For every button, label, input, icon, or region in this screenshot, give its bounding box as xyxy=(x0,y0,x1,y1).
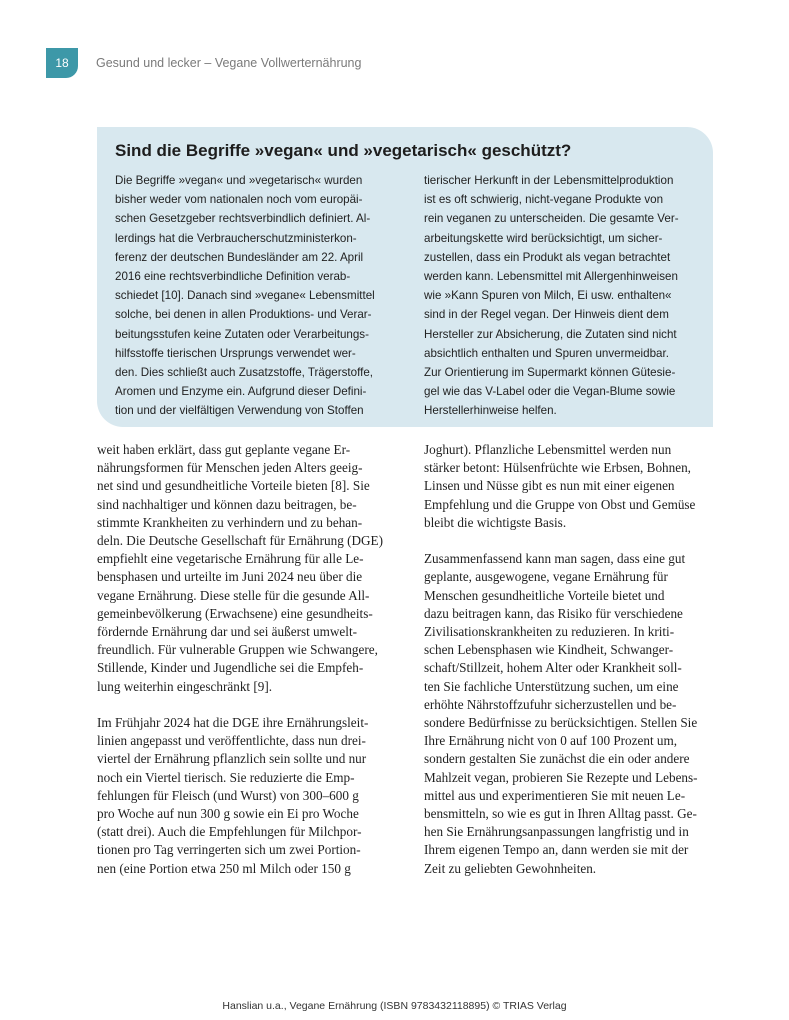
text-line: tionen pro Tag verringerten sich um zwei Portion- xyxy=(97,842,361,858)
paragraph xyxy=(424,441,716,532)
text-line: gemeinbevölkerung (Erwachsene) eine gesundheits- xyxy=(97,605,373,621)
text-line: tion und der vielfältigen Verwendung von Stoffen xyxy=(115,404,364,418)
info-box xyxy=(97,127,713,427)
text-line: Aromen und Enzyme ein. Aufgrund dieser Defini- xyxy=(115,385,367,399)
paragraph xyxy=(97,441,389,696)
body-column-right xyxy=(424,441,716,878)
text-line: hilfsstoffe tierischen Ursprungs verwendet wer- xyxy=(115,346,356,360)
text-line: solche, bei denen in allen Produktions- und Verar- xyxy=(115,308,372,322)
text-line: nen (eine Portion etwa 250 ml Milch oder 150 g xyxy=(97,860,351,876)
text-line: weit haben erklärt, dass gut geplante vegane Er- xyxy=(97,442,351,457)
text-line: dazu beitragen kann, das Risiko für verschiedene xyxy=(424,605,683,621)
text-line: deln. Die Deutsche Gesellschaft für Ernährung (DGE) xyxy=(97,533,383,549)
text-line: stärker betont: Hülsenfrüchte wie Erbsen, Bohnen, xyxy=(424,460,691,476)
text-line: Stillende, Kinder und Jugendliche sei die Empfeh- xyxy=(97,660,364,676)
text-line: sondere Bedürfnisse zu berücksichtigen. Stellen Sie xyxy=(424,715,698,731)
text-line: (statt drei). Auch die Empfehlungen für Milchpor- xyxy=(97,824,362,840)
text-line: Ihre Ernährung nicht von 0 auf 100 Prozent um, xyxy=(424,733,678,749)
text-line: viertel der Ernährung pflanzlich sein sollte und nur xyxy=(97,751,367,767)
text-line: Joghurt). Pflanzliche Lebensmittel werden nun xyxy=(424,442,672,457)
text-line: Zeit zu geliebten Gewohnheiten. xyxy=(424,860,597,876)
text-line: mittel aus und experimentieren Sie mit neuen Le- xyxy=(424,787,686,803)
text-line: Zur Orientierung im Supermarkt können Gütesie- xyxy=(424,366,676,380)
text-line: Die Begriffe »vegan« und »vegetarisch« wurden xyxy=(115,174,363,187)
info-box-column-right xyxy=(424,171,696,421)
text-line: Zusammenfassend kann man sagen, dass eine gut xyxy=(424,551,686,567)
text-line: schen Lebensphasen wie Kindheit, Schwanger- xyxy=(424,642,674,658)
text-line: lerdings hat die Verbraucherschutzministerkon- xyxy=(115,231,357,245)
text-line: ferenz der deutschen Bundesländer am 22. April xyxy=(115,250,364,264)
text-line: linien angepasst und veröffentlichte, dass nun drei- xyxy=(97,733,366,749)
footer-copyright: Hanslian u.a., Vegane Ernährung (ISBN 9783432118895) © TRIAS Verlag xyxy=(222,1000,567,1012)
text-line: arbeitungskette wird berücksichtigt, um sicher- xyxy=(424,231,663,245)
text-line: sind in der Regel vegan. Der Hinweis dient dem xyxy=(424,308,669,322)
text-line: hen Sie Ernährungsanpassungen langfristig und in xyxy=(424,824,689,840)
text-line: nährungsformen für Menschen jeden Alters geeig- xyxy=(97,460,363,476)
text-line: Ihrem eigenen Tempo an, dann werden sie mit der xyxy=(424,842,689,858)
text-line: lung weiterhin eingeschränkt [9]. xyxy=(97,678,273,694)
text-line: fördernde Ernährung dar und sei äußerst umwelt- xyxy=(97,624,357,640)
text-line: Im Frühjahr 2024 hat die DGE ihre Ernährungsleit- xyxy=(97,715,369,731)
text-line: bensphasen und urteilte im Juni 2024 neu über die xyxy=(97,569,363,585)
text-line: bisher weder vom nationalen noch vom europäi- xyxy=(115,193,363,207)
text-line: schiedet [10]. Danach sind »vegane« Lebensmittel xyxy=(115,289,375,303)
text-line: Zivilisationskrankheiten zu reduzieren. In kriti- xyxy=(424,624,675,640)
running-title: Gesund und lecker – Vegane Vollwerternährung xyxy=(96,56,362,70)
page-number-badge: 18 xyxy=(46,48,78,78)
text-line: pro Woche auf nun 300 g sowie ein Ei pro Woche xyxy=(97,806,359,822)
text-line: wie »Kann Spuren von Milch, Ei usw. enthalten« xyxy=(424,289,672,303)
text-line: Menschen gesundheitliche Vorteile bietet und xyxy=(424,587,665,603)
text-line: sondern gestalten Sie zunächst die ein oder andere xyxy=(424,751,690,767)
text-line: empfiehlt eine vegetarische Ernährung für alle Le- xyxy=(97,551,364,567)
text-line: vegane Ernährung. Diese stelle für die gesunde All- xyxy=(97,587,370,603)
info-box-column-left xyxy=(115,171,387,421)
text-line: absichtlich enthalten und Spuren unvermeidbar. xyxy=(424,346,669,360)
text-line: geplante, ausgewogene, vegane Ernährung für xyxy=(424,569,668,585)
text-line: werden kann. Lebensmittel mit Allergenhinweisen xyxy=(424,270,678,284)
text-line: schaft/Stillzeit, hohem Alter oder Krankheit soll- xyxy=(424,660,682,676)
paragraph xyxy=(424,550,716,878)
text-line: Hersteller zur Absicherung, die Zutaten sind nicht xyxy=(424,327,677,341)
text-line: stimmte Krankheiten zu verhindern und zu behan- xyxy=(97,514,363,530)
text-line: beitungsstufen keine Zutaten oder Verarbeitungs- xyxy=(115,327,369,341)
text-line: 2016 eine rechtsverbindliche Definition verab- xyxy=(115,270,351,284)
text-line: Empfehlung und die Gruppe von Obst und Gemüse xyxy=(424,496,696,512)
text-line: erhöhte Nährstoffzufuhr sicherzustellen und be- xyxy=(424,696,677,712)
text-line: Mahlzeit vegan, probieren Sie Rezepte und Lebens- xyxy=(424,769,698,785)
text-line: ist es oft schwierig, nicht-vegane Produkte von xyxy=(424,193,664,207)
info-box-title: Sind die Begriffe »vegan« und »vegetarisch« geschützt? xyxy=(115,141,572,160)
paragraph xyxy=(97,714,389,878)
text-line: fehlungen für Fleisch (und Wurst) von 300–600 g xyxy=(97,787,359,803)
text-line: Herstellerhinweise helfen. xyxy=(424,404,557,418)
text-line: gel wie das V-Label oder die Vegan-Blume sowie xyxy=(424,385,676,399)
text-line: ten Sie fachliche Unterstützung suchen, um eine xyxy=(424,678,679,694)
text-line: bleibt die wichtigste Basis. xyxy=(424,514,567,530)
text-line: rein veganen zu unterscheiden. Die gesamte Ver- xyxy=(424,212,679,226)
text-line: den. Dies schließt auch Zusatzstoffe, Trägerstoffe, xyxy=(115,366,373,380)
text-line: schen Gesetzgeber rechtsverbindlich definiert. Al- xyxy=(115,212,371,226)
text-line: tierischer Herkunft in der Lebensmittelproduktion xyxy=(424,174,674,187)
text-line: zustellen, dass ein Produkt als vegan betrachtet xyxy=(424,250,671,264)
body-column-left xyxy=(97,441,389,878)
text-line: sind nachhaltiger und können dazu beitragen, be- xyxy=(97,496,357,512)
text-line: freundlich. Für vulnerable Gruppen wie Schwangere, xyxy=(97,642,378,658)
text-line: bensmitteln, so wie es gut in Ihren Alltag passt. Ge- xyxy=(424,806,697,822)
text-line: noch ein Viertel tierisch. Sie reduzierte die Emp- xyxy=(97,769,355,785)
text-line: Linsen und Nüsse gibt es nun mit einer eigenen xyxy=(424,478,675,494)
text-line: net sind und gesundheitliche Vorteile bieten [8]. Sie xyxy=(97,478,370,494)
